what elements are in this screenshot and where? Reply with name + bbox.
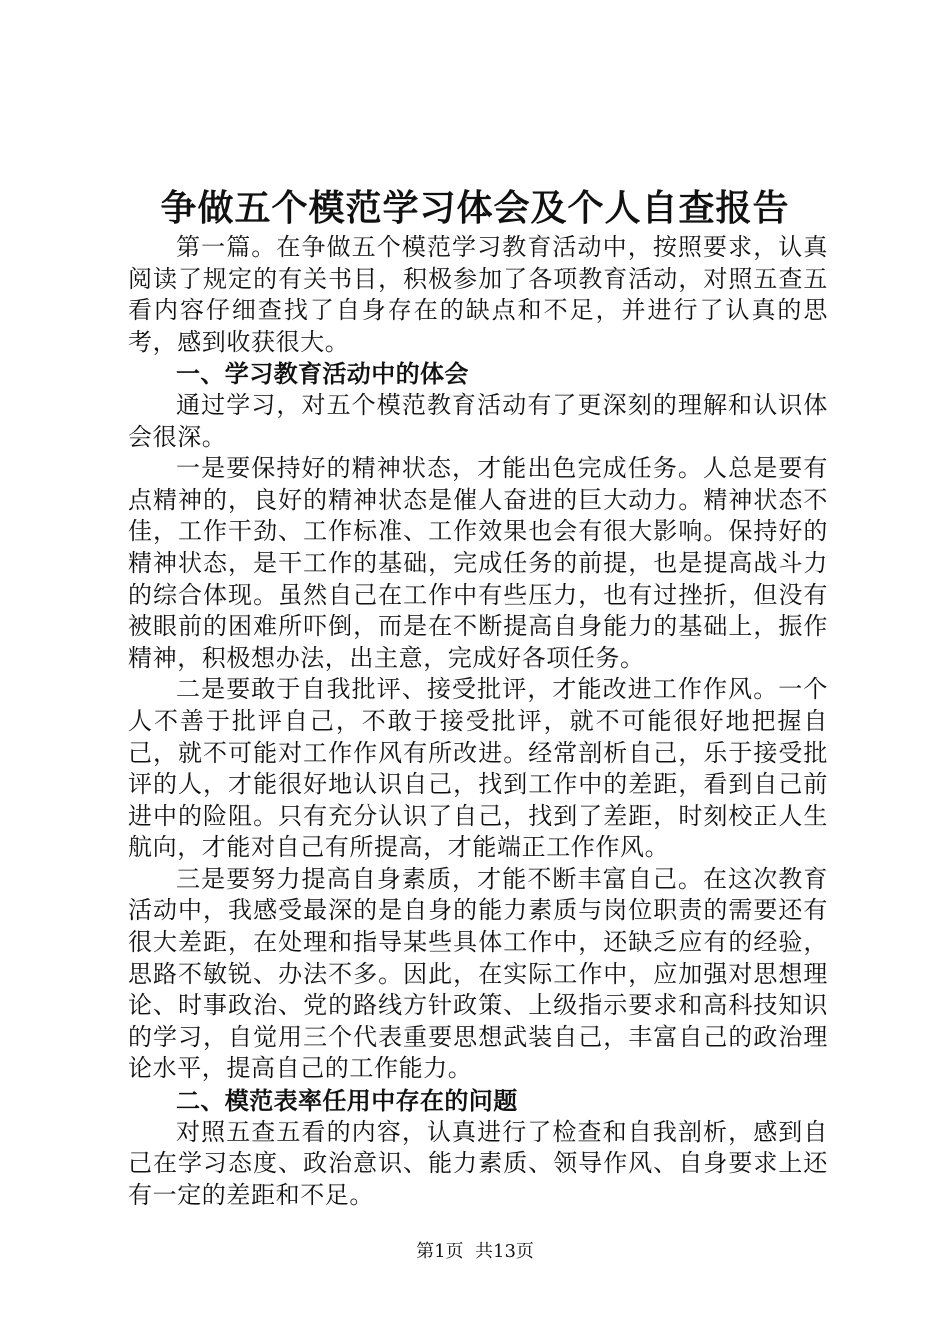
paragraph-point-two: 二是要敢于自我批评、接受批评，才能改进工作作风。一个人不善于批评自己，不敢于接受批评，就不可能很好地把握自己，就不可能对工作作风有所改进。经常剖析自己，乐于接受批评的人，才能很好地认识自己，找到工作中的差距，看到自己前进中的险阻。只有充分认识了自己，找到了差距，时刻校正人生航向，才能对自己有所提高，才能端正工作作风。 [128,675,828,862]
paragraph-point-three: 三是要努力提高自身素质，才能不断丰富自己。在这次教育活动中，我感受最深的是自身的能力素质与岗位职责的需要还有很大差距，在处理和指导某些具体工作中，还缺乏应有的经验，思路不敏锐、办法不多。因此，在实际工作中，应加强对思想理论、时事政治、党的路线方针政策、上级指示要求和高科技知识的学习，自觉用三个代表重要思想武装自己，丰富自己的政治理论水平，提高自己的工作能力。 [128,864,828,1083]
document-body [128,232,828,1211]
document-title: 争做五个模范学习体会及个人自查报告 [160,187,790,229]
paragraph-learning-summary: 通过学习，对五个模范教育活动有了更深刻的理解和认识体会很深。 [128,390,828,451]
paragraph-point-one: 一是要保持好的精神状态，才能出色完成任务。人总是要有点精神的，良好的精神状态是催人奋进的巨大动力。精神状态不佳，工作干劲、工作标准、工作效果也会有很大影响。保持好的精神状态，是干工作的基础，完成任务的前提，也是提高战斗力的综合体现。虽然自己在工作中有些压力，也有过挫折，但没有被眼前的困难所吓倒，而是在不断提高自身能力的基础上，振作精神，积极想办法，出主意，完成好各项任务。 [128,454,828,672]
section-heading-1: 一、学习教育活动中的体会 [176,359,469,389]
section-heading-2: 二、模范表率任用中存在的问题 [176,1086,518,1116]
page-footer: 第1页 共13页 [416,1241,534,1262]
paragraph-self-check: 对照五查五看的内容，认真进行了检查和自我剖析，感到自己在学习态度、政治意识、能力素质、领导作风、自身要求上还有一定的差距和不足。 [128,1117,828,1209]
paragraph-intro: 第一篇。在争做五个模范学习教育活动中，按照要求，认真阅读了规定的有关书目，积极参加了各项教育活动，对照五查五看内容仔细查找了自身存在的缺点和不足，并进行了认真的思考，感到收获很大。 [128,233,828,356]
